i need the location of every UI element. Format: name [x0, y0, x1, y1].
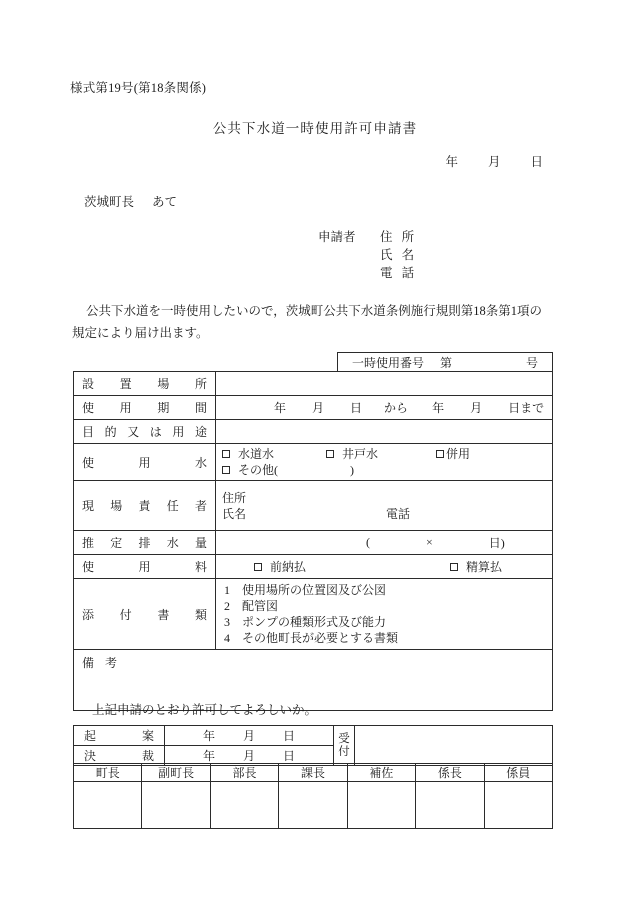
draft-day-label: 日	[283, 729, 296, 743]
decision-year-label: 年	[202, 749, 215, 763]
checkbox-icon[interactable]	[326, 450, 334, 458]
label-purpose	[74, 420, 216, 444]
label-char: 使	[82, 455, 95, 470]
signature-stamp-row	[74, 782, 553, 829]
applicant-block	[318, 228, 417, 282]
table-row-fee	[74, 555, 553, 579]
checkbox-icon[interactable]	[222, 466, 230, 474]
label-char: 料	[194, 560, 207, 574]
label-char: 推	[82, 536, 95, 550]
permit-number-box	[337, 352, 553, 372]
addressee	[84, 192, 177, 210]
input-draft-date[interactable]	[165, 726, 334, 746]
period-end-month: 月	[470, 401, 483, 415]
label-char: 起	[84, 729, 97, 743]
period-start-day: 日	[350, 401, 363, 415]
applicant-label: 申請者	[318, 230, 356, 244]
label-water-source	[74, 444, 216, 481]
label-char: 案	[141, 729, 154, 743]
input-usage-period[interactable]	[216, 396, 553, 420]
drainage-open-paren: (	[366, 535, 370, 549]
attachment-text: 配管図	[242, 599, 279, 613]
signature-cell-section-head[interactable]	[279, 782, 347, 829]
signature-table	[73, 763, 553, 829]
period-start-year: 年	[274, 401, 287, 415]
permit-number-go: 号	[525, 356, 538, 370]
attachment-number: 3	[224, 615, 230, 629]
checkbox-option-both[interactable]	[436, 446, 470, 462]
period-end-year: 年	[432, 401, 445, 415]
signature-cell-chief[interactable]	[416, 782, 484, 829]
label-char: 量	[194, 536, 207, 550]
checkbox-icon[interactable]	[450, 563, 458, 571]
signature-cell-deputy-mayor[interactable]	[142, 782, 210, 829]
body-paragraph-text: 公共下水道を一時使用したいので，茨城町公共下水道条例施行規則第18条第1項の規定により届け出ます。	[72, 304, 543, 340]
attachment-text: ポンプの種類形式及び能力	[242, 615, 387, 629]
label-usage-period	[74, 396, 216, 420]
input-site-manager	[216, 481, 553, 531]
attachment-item	[224, 582, 544, 598]
receipt-char-bottom: 付	[338, 745, 350, 758]
checkbox-label: 水道水	[238, 447, 275, 461]
label-char: 水	[194, 455, 207, 470]
drainage-day-close: 日)	[488, 536, 505, 550]
date-day-label: 日	[530, 155, 543, 169]
signature-column-header-assistant: 補佐	[347, 764, 415, 782]
checkbox-icon[interactable]	[222, 450, 230, 458]
site-manager-name-label: 氏名	[222, 506, 247, 521]
label-char: 途	[194, 425, 207, 439]
signature-cell-mayor[interactable]	[74, 782, 142, 829]
label-char: 間	[194, 401, 207, 415]
label-char: 裁	[141, 749, 154, 763]
label-char: 水	[166, 536, 179, 550]
attachment-number: 4	[224, 631, 230, 645]
decision-day-label: 日	[283, 749, 296, 763]
label-char: 目	[82, 425, 95, 439]
label-char: 排	[138, 536, 151, 550]
label-char: 添	[82, 607, 95, 622]
form-code: 様式第19号(第18条関係)	[70, 81, 207, 95]
document-title: 公共下水道一時使用許可申請書	[212, 121, 418, 136]
label-char: 付	[119, 607, 132, 622]
label-receipt	[334, 726, 355, 766]
attachment-text: 使用場所の位置図及び公図	[242, 583, 387, 597]
main-form-table	[73, 371, 553, 711]
approval-question: 上記申請のとおり許可してよろしいか。	[92, 703, 318, 717]
signature-cell-staff[interactable]	[484, 782, 552, 829]
applicant-address-label: 住 所	[380, 230, 418, 244]
label-char: 決	[84, 749, 97, 763]
checkbox-icon[interactable]	[254, 563, 262, 571]
approval-row-draft	[74, 726, 553, 746]
table-row-period	[74, 396, 553, 420]
checkbox-option-settlement[interactable]	[450, 558, 502, 575]
attachment-item	[224, 630, 544, 646]
date-line	[0, 152, 543, 170]
label-char: 又	[127, 425, 140, 439]
site-manager-address-row[interactable]	[222, 490, 546, 506]
table-row-drainage	[74, 531, 553, 555]
applicant-tel-label: 電 話	[380, 266, 418, 280]
checkbox-label: 精算払	[466, 560, 503, 574]
label-char: 用	[119, 401, 132, 415]
checkbox-option-tap-water[interactable]	[222, 446, 326, 462]
addressee-suffix: あて	[152, 195, 178, 209]
body-paragraph	[72, 300, 542, 344]
signature-column-header-chief: 係長	[416, 764, 484, 782]
applicant-label-spacer	[318, 246, 380, 264]
label-char: 用	[138, 455, 151, 470]
input-purpose[interactable]	[216, 420, 553, 444]
label-char: 置	[119, 377, 132, 391]
label-installation-place	[74, 372, 216, 396]
signature-header-row	[74, 764, 553, 782]
label-char: 期	[157, 401, 170, 415]
site-manager-name-row[interactable]	[222, 506, 546, 522]
label-char: 用	[172, 425, 185, 439]
applicant-name-label: 氏 名	[380, 248, 418, 262]
decision-month-label: 月	[242, 749, 255, 763]
period-start-month: 月	[312, 401, 325, 415]
period-end-day: 日まで	[508, 401, 545, 415]
attachment-text: その他町長が必要とする書類	[242, 631, 399, 645]
signature-cell-assistant[interactable]	[347, 782, 415, 829]
checkbox-option-other[interactable]	[222, 462, 278, 478]
attachment-number: 1	[224, 583, 230, 597]
table-row-attachments	[74, 579, 553, 650]
label-char: 設	[82, 377, 95, 391]
signature-cell-department-head[interactable]	[210, 782, 278, 829]
applicant-tel-row	[318, 264, 417, 282]
attachments-list-cell	[216, 579, 553, 650]
label-char: 定	[110, 536, 123, 550]
date-month-label: 月	[487, 155, 501, 169]
label-char: 責	[138, 499, 151, 513]
signature-column-header-staff: 係員	[484, 764, 552, 782]
checkbox-label: 前納払	[270, 560, 307, 574]
label-site-manager	[74, 481, 216, 531]
input-estimated-drainage[interactable]	[216, 531, 553, 555]
addressee-name: 茨城町長	[84, 195, 135, 209]
table-row-site-manager	[74, 481, 553, 531]
date-year-label: 年	[445, 155, 458, 169]
signature-column-header-mayor: 町長	[74, 764, 142, 782]
receipt-char-top: 受	[338, 732, 350, 745]
approval-table	[73, 725, 553, 766]
checkbox-option-prepayment[interactable]	[254, 558, 450, 575]
drainage-times-symbol: ×	[426, 535, 433, 549]
signature-column-header-deputy-mayor: 副町長	[142, 764, 210, 782]
table-row-water-source	[74, 444, 553, 481]
draft-year-label: 年	[202, 729, 215, 743]
input-installation-place[interactable]	[216, 372, 553, 396]
label-char: 使	[82, 401, 95, 415]
label-char: 的	[104, 425, 117, 439]
input-water-source	[216, 444, 553, 481]
permit-number-label: 一時使用番号	[352, 356, 425, 370]
label-char: 場	[157, 377, 170, 391]
label-char: 現	[82, 499, 95, 513]
label-estimated-drainage	[74, 531, 216, 555]
checkbox-option-well-water[interactable]	[326, 446, 436, 462]
attachment-item	[224, 598, 544, 614]
other-close-paren: )	[350, 463, 354, 477]
table-row-purpose	[74, 420, 553, 444]
label-char: 使	[82, 560, 95, 574]
applicant-name-row	[318, 246, 417, 264]
label-char: 書	[157, 607, 170, 622]
input-usage-fee	[216, 555, 553, 579]
applicant-label-spacer-2	[318, 264, 380, 282]
site-manager-address-label: 住所	[222, 490, 247, 505]
attachment-item	[224, 614, 544, 630]
checkbox-icon[interactable]	[436, 450, 444, 458]
checkbox-label: その他(	[238, 463, 278, 477]
checkbox-label: 併用	[446, 447, 471, 461]
period-kara: から	[384, 401, 409, 415]
signature-column-header-department-head: 部長	[210, 764, 278, 782]
label-draft	[74, 726, 165, 746]
label-char: は	[149, 425, 162, 439]
table-row-place	[74, 372, 553, 396]
label-attachments	[74, 579, 216, 650]
label-char: 用	[138, 560, 151, 574]
draft-month-label: 月	[242, 729, 255, 743]
label-remarks: 備 考	[82, 656, 122, 670]
site-manager-tel-label: 電話	[386, 506, 411, 521]
attachment-number: 2	[224, 599, 230, 613]
label-char: 場	[110, 499, 123, 513]
label-char: 者	[194, 499, 207, 513]
signature-column-header-section-head: 課長	[279, 764, 347, 782]
label-char: 任	[166, 499, 179, 513]
permit-number-dai: 第	[440, 356, 453, 370]
input-receipt-stamp[interactable]	[355, 726, 553, 766]
label-usage-fee	[74, 555, 216, 579]
checkbox-label: 井戸水	[342, 447, 379, 461]
label-char: 類	[194, 607, 207, 622]
label-char: 所	[194, 377, 207, 391]
applicant-address-row	[318, 228, 417, 246]
